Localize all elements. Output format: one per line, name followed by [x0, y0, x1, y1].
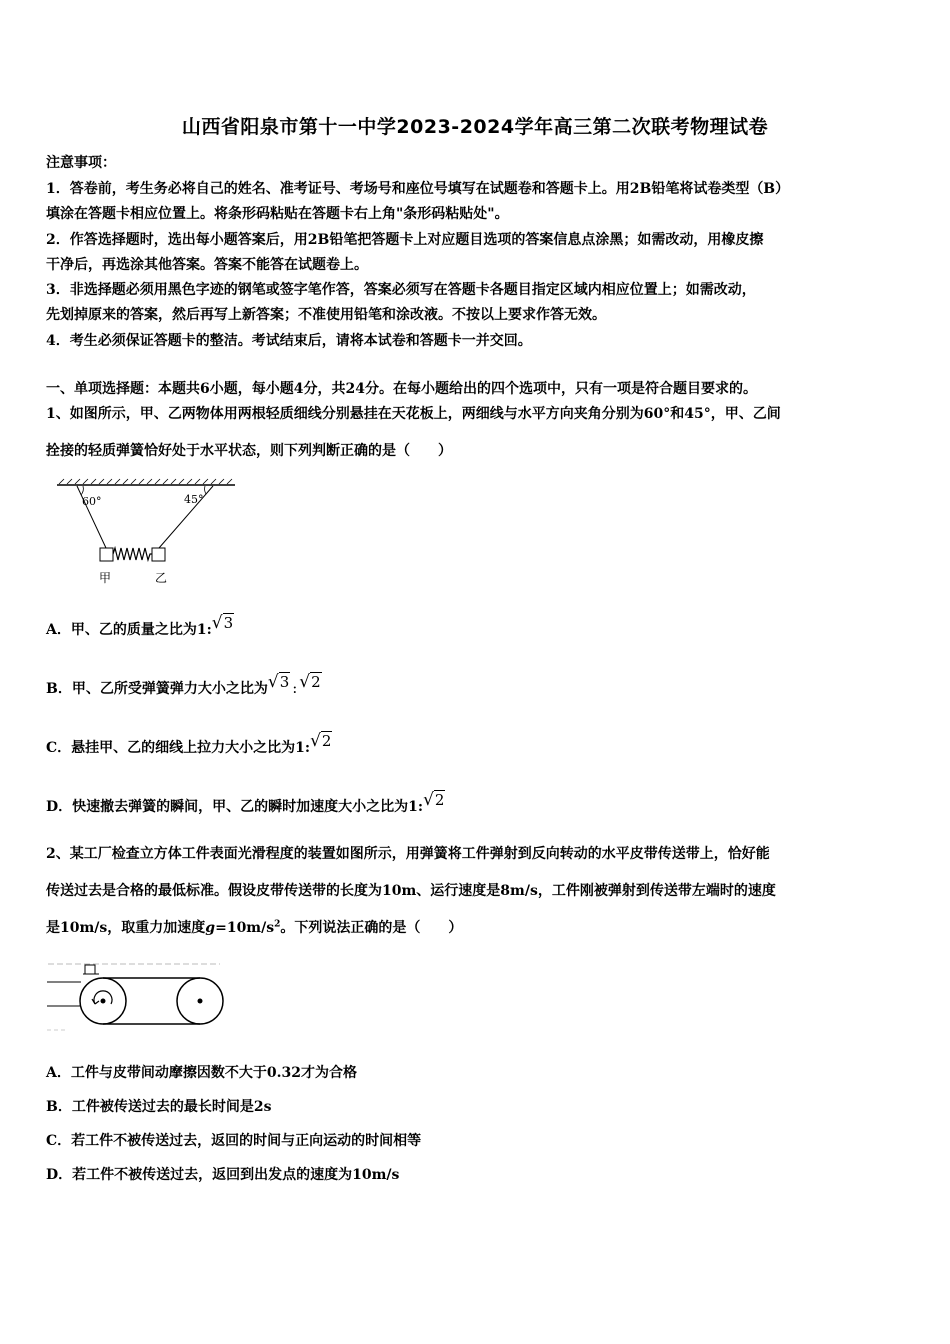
q2-option-a: A．工件与皮带间动摩擦因数不大于0.32才为合格	[46, 1065, 357, 1081]
page-title: 山西省阳泉市第十一中学2023-2024学年高三第二次联考物理试卷	[181, 116, 769, 138]
q1-option-a	[46, 613, 234, 639]
sqrt-symbol: √3	[267, 672, 290, 692]
superscript: 2	[274, 919, 281, 930]
notice-line: 1．答卷前，考生务必将自己的姓名、准考证号、考场号和座位号填写在试题卷和答题卡上。用2B铅笔将试卷类型（B）	[46, 181, 790, 197]
q2-option-b: B．工件被传送过去的最长时间是2s	[46, 1099, 272, 1115]
angle-arc-left	[81, 486, 83, 495]
option-text: A．甲、乙的质量之比为1:	[46, 622, 212, 638]
q2-option-c: C．若工件不被传送过去，返回的时间与正向运动的时间相等	[46, 1133, 422, 1149]
sqrt-symbol: √2	[299, 672, 321, 692]
q1-option-c	[46, 731, 332, 757]
rotation-arrow-head	[92, 999, 99, 1004]
sqrt-symbol: √2	[310, 731, 332, 751]
radicand: 3	[223, 614, 234, 632]
angle-label-left: 60°	[82, 495, 102, 508]
workpiece	[85, 965, 95, 974]
q2-figure	[45, 960, 230, 1035]
left-axle	[101, 999, 106, 1004]
q1-stem-line: 1、如图所示，甲、乙两物体用两根轻质细线分别悬挂在天花板上，两细线与水平方向夹角分别为60°和45°，甲、乙间	[46, 406, 781, 422]
notice-line: 2．作答选择题时，选出每小题答案后，用2B铅笔把答题卡上对应题目选项的答案信息点涂黑；如需改动，用橡皮擦	[46, 232, 764, 248]
q1-figure	[55, 478, 240, 590]
option-text: D．快速撤去弹簧的瞬间，甲、乙的瞬时加速度大小之比为1:	[46, 799, 424, 815]
radicand: 2	[311, 673, 321, 691]
sqrt-symbol: √2	[423, 790, 445, 810]
radicand: 2	[321, 732, 332, 750]
notice-line: 填涂在答题卡相应位置上。将条形码粘贴在答题卡右上角"条形码粘贴处"。	[46, 206, 509, 222]
sqrt-symbol: √3	[211, 613, 234, 633]
g-symbol: g	[205, 920, 216, 936]
notice-line: 4．考生必须保证答题卡的整洁。考试结束后，请将本试卷和答题卡一并交回。	[46, 333, 532, 349]
q2-stem-part: 。下列说法正确的是（ ）	[280, 920, 463, 936]
notice-line: 3．非选择题必须用黑色字迹的钢笔或签字笔作答，答案必须写在答题卡各题目指定区域内相应位置上；如需改动，	[46, 282, 756, 298]
ceiling-hatch	[59, 479, 232, 484]
q2-stem-line	[46, 917, 462, 937]
right-axle	[198, 999, 203, 1004]
spring	[113, 548, 152, 560]
block-yi	[152, 548, 165, 561]
radicand: 3	[279, 673, 290, 691]
section-heading: 一、单项选择题：本题共6小题，每小题4分，共24分。在每小题给出的四个选项中，只有一项是符合题目要求的。	[46, 381, 757, 397]
q1-stem-line: 拴接的轻质弹簧恰好处于水平状态，则下列判断正确的是（ ）	[46, 443, 452, 459]
ratio-colon: :	[292, 679, 298, 697]
q2-stem-line: 2、某工厂检查立方体工件表面光滑程度的装置如图所示，用弹簧将工件弹射到反向转动的水平皮带传送带上，恰好能	[46, 846, 770, 862]
label-yi: 乙	[155, 571, 168, 585]
angle-label-right: 45°	[184, 493, 204, 506]
q1-option-d	[46, 790, 445, 816]
option-text: B．甲、乙所受弹簧弹力大小之比为	[46, 681, 268, 697]
notice-heading: 注意事项：	[46, 155, 116, 171]
q1-option-b	[46, 672, 322, 698]
notice-line: 先划掉原来的答案，然后再写上新答案；不准使用铅笔和涂改液。不按以上要求作答无效。	[46, 307, 606, 323]
block-jia	[100, 548, 113, 561]
radicand: 2	[434, 791, 445, 809]
q2-stem-part: =10m/s	[215, 920, 275, 936]
q2-stem-line: 传送过去是合格的最低标准。假设皮带传送带的长度为10m、运行速度是8m/s，工件刚被弹射到传送带左端时的速度	[46, 883, 776, 899]
option-text: C．悬挂甲、乙的细线上拉力大小之比为1:	[46, 740, 311, 756]
q2-stem-part: 是10m/s，取重力加速度	[46, 920, 206, 936]
q2-option-d: D．若工件不被传送过去，返回到出发点的速度为10m/s	[46, 1167, 400, 1183]
label-jia: 甲	[99, 571, 112, 585]
notice-line: 干净后，再选涂其他答案。答案不能答在试题卷上。	[46, 257, 368, 273]
angle-arc-right	[205, 486, 206, 494]
